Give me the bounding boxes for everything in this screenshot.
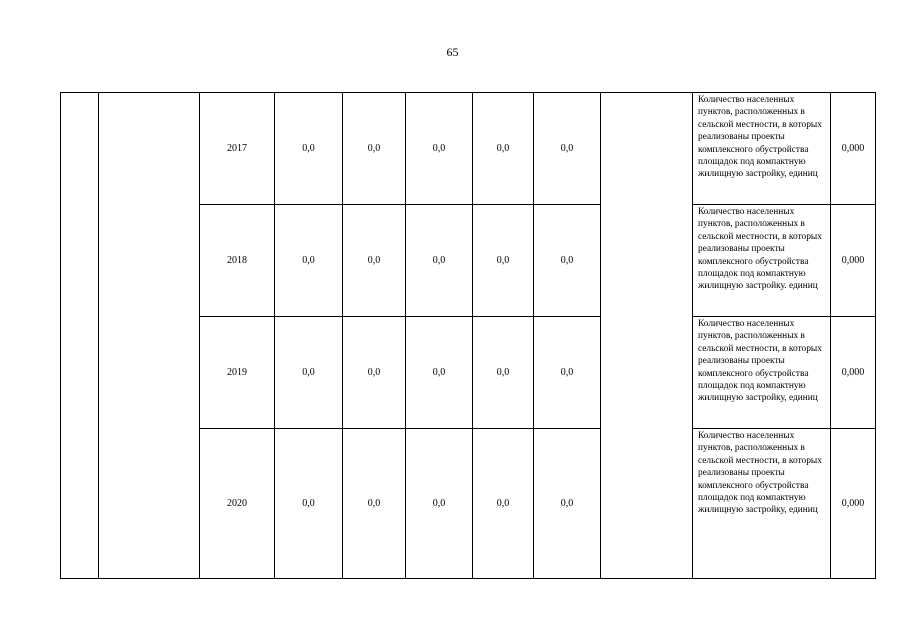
value-cell-regional: 0,0 [406, 429, 473, 579]
value-cell-other: 0,0 [534, 317, 601, 429]
value-cell-local: 0,0 [473, 93, 534, 205]
indicator-text: Количество населенных пунктов, расположенных в сельской местности, в которых реализованы проекты комплексного обустройства площадок под компактную жилищную застройку, единиц [698, 431, 822, 516]
value-cell-other: 0,0 [534, 205, 601, 317]
value-cell-other: 0,0 [534, 429, 601, 579]
value-cell-local: 0,0 [473, 205, 534, 317]
indicator-cell [693, 205, 831, 317]
program-indicators-table [60, 92, 876, 579]
executor-cell [601, 93, 693, 579]
value-cell-federal: 0,0 [343, 317, 406, 429]
year-cell: 2017 [200, 93, 275, 205]
indicator-text: Количество населенных пунктов, расположенных в сельской местности, в которых реализованы проекты комплексного обустройства площадок под компактную жилищную застройку, единиц [698, 319, 822, 404]
indicator-cell [693, 93, 831, 205]
value-cell-total: 0,0 [275, 205, 343, 317]
value-cell-local: 0,0 [473, 317, 534, 429]
value-cell-federal: 0,0 [343, 205, 406, 317]
value-cell-other: 0,0 [534, 93, 601, 205]
number-cell [61, 93, 99, 579]
value-cell-federal: 0,0 [343, 93, 406, 205]
value-cell-federal: 0,0 [343, 429, 406, 579]
value-cell-total: 0,0 [275, 429, 343, 579]
indicator-cell [693, 317, 831, 429]
year-cell: 2018 [200, 205, 275, 317]
year-cell: 2019 [200, 317, 275, 429]
indicator-cell [693, 429, 831, 579]
indicator-text: Количество населенных пунктов, расположенных в сельской местности, в которых реализованы проекты комплексного обустройства площадок под компактную жилищную застройку, единиц [698, 95, 822, 180]
table-row-2017 [61, 93, 876, 205]
year-cell: 2020 [200, 429, 275, 579]
target-value-cell: 0,000 [831, 317, 876, 429]
value-cell-total: 0,0 [275, 93, 343, 205]
value-cell-local: 0,0 [473, 429, 534, 579]
value-cell-regional: 0,0 [406, 317, 473, 429]
measure-name-cell [99, 93, 200, 579]
target-value-cell: 0,000 [831, 205, 876, 317]
indicator-text: Количество населенных пунктов, расположенных в сельской местности, в которых реализованы проекты комплексного обустройства площадок под компактную жилищную застройку. единиц [698, 207, 822, 292]
value-cell-regional: 0,0 [406, 205, 473, 317]
value-cell-regional: 0,0 [406, 93, 473, 205]
page-number: 65 [446, 45, 459, 59]
target-value-cell: 0,000 [831, 93, 876, 205]
value-cell-total: 0,0 [275, 317, 343, 429]
target-value-cell: 0,000 [831, 429, 876, 579]
